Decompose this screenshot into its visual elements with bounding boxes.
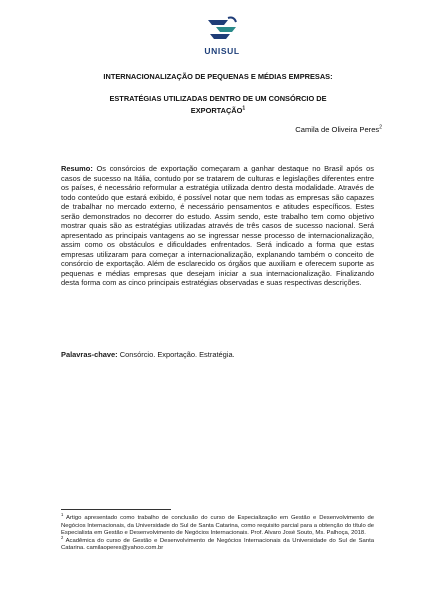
title-line-2: ESTRATÉGIAS UTILIZADAS DENTRO DE UM CONSÓRCIO DE — [109, 94, 327, 103]
footnote-2-mark: 2 — [61, 534, 64, 540]
abstract-label: Resumo: — [61, 164, 93, 173]
title-line-3 — [40, 106, 396, 116]
footnotes — [61, 512, 374, 553]
logo-wordmark: UNISUL — [204, 46, 240, 56]
author-name-text: Camila de Oliveira Peres — [295, 125, 380, 134]
footnote-2-text: Acadêmica do curso de Gestão e Desenvolvimento de Negócios Internacionais da Universidade do Sul de Santa Catarina. camilaoperes@yahoo.com.br — [61, 537, 374, 552]
author-name — [295, 125, 382, 134]
title-footnote-mark: 1 — [242, 105, 246, 112]
keywords-text: Consórcio. Exportação. Estratégia. — [117, 350, 235, 359]
footnote-divider — [61, 509, 171, 510]
footnote-1-text: Artigo apresentado como trabalho de conclusão do curso de Especialização em Gestão e Desenvolvimento de Negócios Internacionais, da Universidade do Sul de Santa Catarina, como requisito parcial para a obtenção do título de Especialista em Gestão e Desenvolvimento de Negócios Internacionais. Prof. Alvaro José Souto, Ms. Palhoça, 2018. — [61, 515, 374, 537]
title-line-3-text: EXPORTAÇÃO — [190, 106, 243, 115]
abstract-text: Os consórcios de exportação começaram a ganhar destaque no Brasil após os casos de sucesso na Itália, contudo por se tratarem de culturas e legislações diferentes entre os países, é necessário reformular a estratégia utilizada dentro desta modalidade. Através de todo conteúdo que estará exibido, é possível notar que nem todas as empresas são capazes de trabalhar no mercado externo, é necessário pensamentos e atitudes específicos. Estes serão demonstrados no decorrer do estudo. Assim sendo, este trabalho tem como objetivo mostrar quais são as estratégias utilizadas através de três casos de sucesso nacional. Será apresentado as principais vantagens ao se ingressar nesse processo de internacionalização, assim como os obstáculos e dificuldades enfrentados. Será indicado a forma que estas empresas utilizaram para começar a internacionalização, explanando também o conceito de consórcio de exportação. Além de esclarecido os órgãos que auxiliam e oferecem suporte as pequenas e médias empresas que desejam iniciar a sua internacionalização. Finalizando desta forma com as cinco principais estratégias observadas e suas respectivas descrições. — [61, 164, 374, 287]
footnote-1-mark: 1 — [61, 512, 64, 518]
university-logo — [198, 14, 246, 60]
logo-emblem-icon — [198, 14, 246, 46]
footnote-1 — [61, 512, 374, 538]
title-line-1: INTERNACIONALIZAÇÃO DE PEQUENAS E MÉDIAS EMPRESAS: — [103, 72, 333, 81]
keywords-label: Palavras-chave: — [61, 350, 118, 359]
author-footnote-mark: 2 — [379, 124, 382, 131]
footnote-2 — [61, 534, 374, 553]
keywords-line — [61, 350, 374, 360]
abstract-paragraph — [61, 164, 374, 288]
